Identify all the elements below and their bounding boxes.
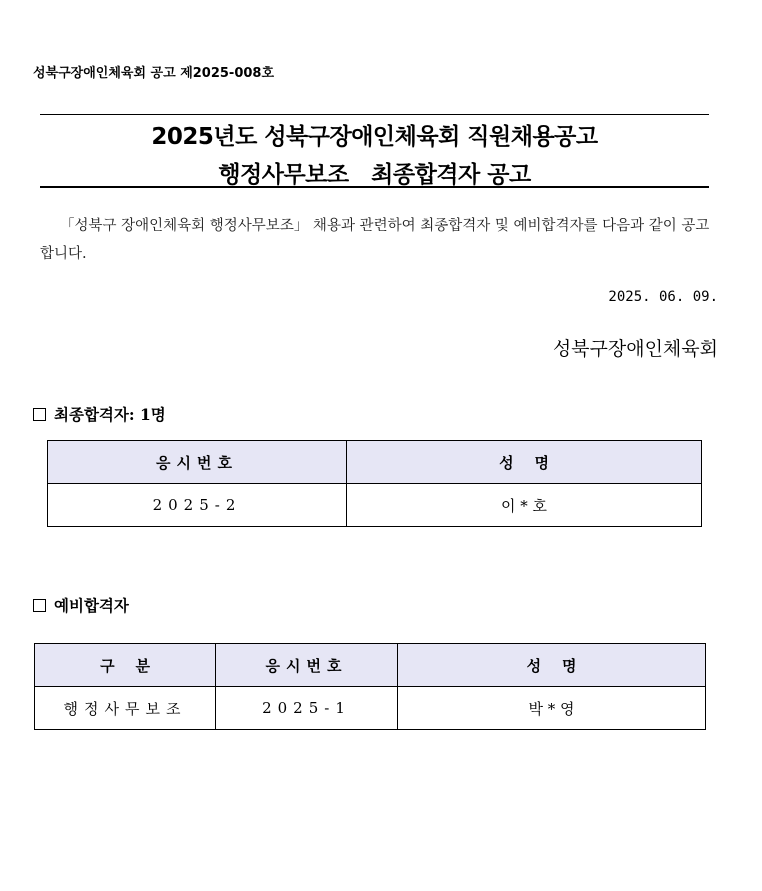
- document-subtitle: 행정사무보조 최종합격자 공고: [218, 162, 531, 188]
- announcement-date: 2025. 06. 09.: [608, 289, 718, 305]
- announcement-paragraph: 「성북구 장애인체육회 행정사무보조」 채용과 관련하여 최종합격자 및 예비합격자를 다음과 같이 공고합니다.: [40, 218, 710, 262]
- notice-number: 성북구장애인체육회 공고 제2025-008호: [33, 66, 275, 81]
- checkbox-square-icon: [33, 408, 46, 421]
- applicant-category: 행정사무보조: [35, 687, 216, 730]
- applicant-name: 박 * 영: [398, 687, 706, 730]
- organization-name: 성북구장애인체육회: [552, 338, 718, 360]
- applicant-number: 2025-2: [48, 484, 347, 527]
- final-section-heading: [33, 403, 166, 425]
- column-header-number: 응시번호: [48, 441, 347, 484]
- reserve-passers-table: [34, 643, 706, 730]
- reserve-section-heading-label: 예비합격자: [54, 596, 129, 615]
- table-row: [35, 687, 706, 730]
- table-header-row: [48, 441, 702, 484]
- applicant-number: 2025-1: [216, 687, 398, 730]
- final-section-heading-label: 최종합격자: 1명: [54, 405, 166, 424]
- applicant-name: 이 * 호: [347, 484, 702, 527]
- column-header-name: 성 명: [398, 644, 706, 687]
- reserve-section-heading: [33, 594, 129, 616]
- title-rule-top: [40, 114, 709, 115]
- checkbox-square-icon: [33, 599, 46, 612]
- column-header-number: 응시번호: [216, 644, 398, 687]
- final-passers-table: [47, 440, 702, 527]
- table-header-row: [35, 644, 706, 687]
- table-row: [48, 484, 702, 527]
- title-rule-bottom: [40, 186, 709, 188]
- column-header-category: 구 분: [35, 644, 216, 687]
- document-title: 2025년도 성북구장애인체육회 직원채용공고: [151, 124, 598, 150]
- column-header-name: 성 명: [347, 441, 702, 484]
